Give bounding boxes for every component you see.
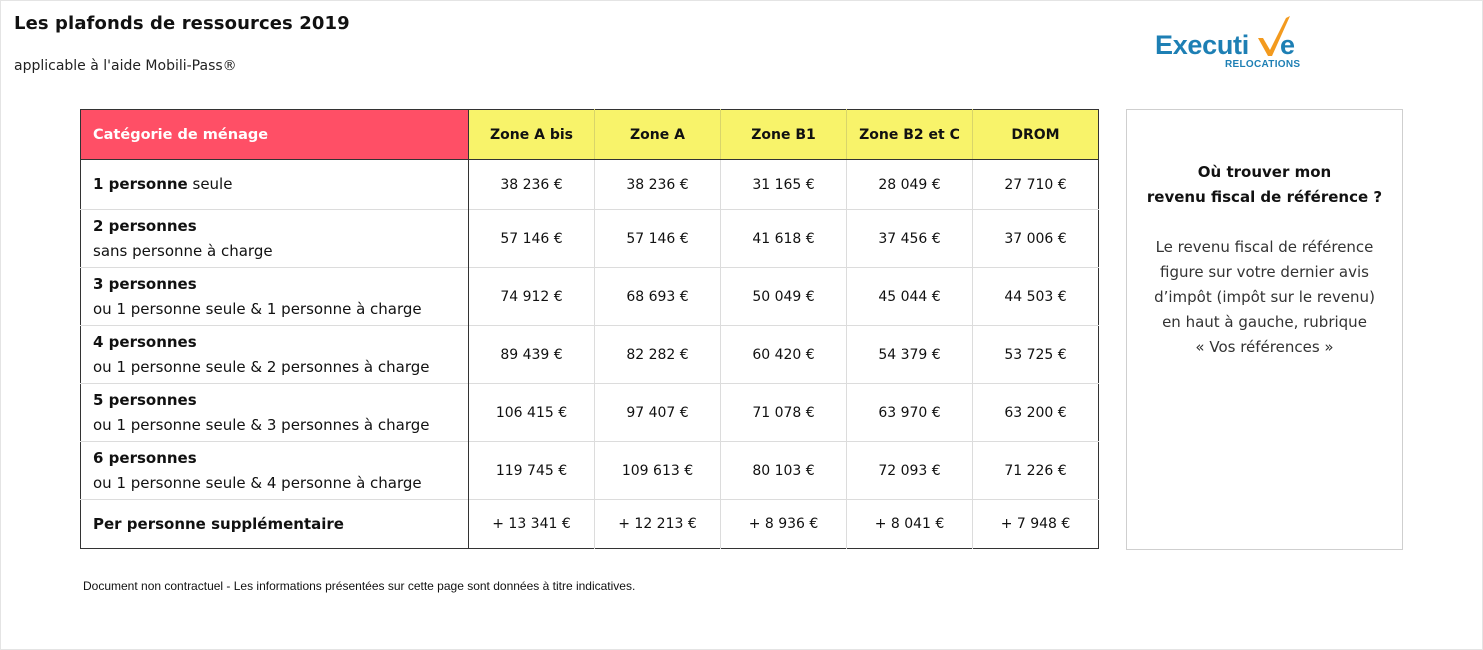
- row-label: [81, 384, 469, 442]
- row-label-main: Per personne supplémentaire: [93, 514, 344, 533]
- row-label-main: 6 personnes: [93, 448, 197, 467]
- logo-tagline: RELOCATIONS: [1225, 59, 1301, 70]
- logo-v-swoosh-icon: [1256, 14, 1296, 58]
- cell-value: + 7 948 €: [973, 500, 1099, 549]
- column-header-zone-a-bis: Zone A bis: [469, 110, 595, 160]
- info-question-line: revenu fiscal de référence ?: [1146, 188, 1383, 206]
- cell-value: + 12 213 €: [595, 500, 721, 549]
- cell-value: 44 503 €: [973, 268, 1099, 326]
- logo-brand-start: Executi: [1155, 30, 1249, 60]
- table-row: [81, 384, 1099, 442]
- row-label-detail: ou 1 personne seule & 4 personne à charge: [93, 473, 422, 492]
- cell-value: 38 236 €: [500, 176, 563, 193]
- column-header-zone-b1: Zone B1: [721, 110, 847, 160]
- info-question-line: Où trouver mon: [1197, 163, 1332, 181]
- table-row: [81, 210, 1099, 268]
- cell-value: 60 420 €: [721, 326, 847, 384]
- table-header-row: [81, 110, 1099, 160]
- row-label-detail: ou 1 personne seule & 2 personnes à charge: [93, 357, 430, 376]
- page-title: Les plafonds de ressources 2019: [14, 13, 350, 34]
- cell-value: 106 415 €: [469, 384, 595, 442]
- cell-value: 37 006 €: [973, 210, 1099, 268]
- table-row: [81, 326, 1099, 384]
- column-header-zone-b2-c: Zone B2 et C: [847, 110, 973, 160]
- cell-value: 80 103 €: [721, 442, 847, 500]
- row-label: [81, 326, 469, 384]
- cell-value: 109 613 €: [595, 442, 721, 500]
- info-answer-line: « Vos références »: [1195, 338, 1334, 356]
- row-label-detail: ou 1 personne seule & 3 personnes à charge: [93, 415, 430, 434]
- table-row: [81, 268, 1099, 326]
- cell-value: 63 200 €: [973, 384, 1099, 442]
- cell-value: 37 456 €: [847, 210, 973, 268]
- row-label: [81, 268, 469, 326]
- column-header-category: Catégorie de ménage: [81, 110, 469, 160]
- cell-value: + 8 041 €: [847, 500, 973, 549]
- table-row: [81, 500, 1099, 549]
- column-header-zone-a: Zone A: [595, 110, 721, 160]
- cell-value: 27 710 €: [973, 160, 1099, 210]
- cell-value: 45 044 €: [847, 268, 973, 326]
- footer-disclaimer: Document non contractuel - Les informations présentées sur cette page sont données à titre indicatives.: [83, 579, 636, 593]
- cell-value: 57 146 €: [469, 210, 595, 268]
- row-label-main: 5 personnes: [93, 390, 197, 409]
- column-header-drom: DROM: [973, 110, 1099, 160]
- cell-value: 53 725 €: [973, 326, 1099, 384]
- row-label: [81, 442, 469, 500]
- info-answer: [1127, 235, 1402, 360]
- row-label-detail: ou 1 personne seule & 1 personne à charge: [93, 299, 422, 318]
- cell-value: 41 618 €: [721, 210, 847, 268]
- row-label-detail: sans personne à charge: [93, 241, 273, 260]
- cell-value: 28 049 €: [847, 160, 973, 210]
- income-ceiling-table: [80, 109, 1099, 549]
- cell-value: 68 693 €: [595, 268, 721, 326]
- reference-income-info-box: [1126, 109, 1403, 550]
- row-label-main: 3 personnes: [93, 274, 197, 293]
- cell-value: 71 226 €: [973, 442, 1099, 500]
- cell-value: + 13 341 €: [469, 500, 595, 549]
- row-label: [81, 210, 469, 268]
- info-answer-line: figure sur votre dernier avis: [1160, 263, 1369, 281]
- cell-value: 54 379 €: [847, 326, 973, 384]
- row-label-suffix: seule: [187, 175, 233, 193]
- cell-value: 97 407 €: [595, 384, 721, 442]
- cell-value: 82 282 €: [595, 326, 721, 384]
- cell-value: 119 745 €: [469, 442, 595, 500]
- cell-value: 72 093 €: [847, 442, 973, 500]
- row-label-main: 2 personnes: [93, 216, 197, 235]
- logo-brand-end: e: [1279, 30, 1295, 60]
- cell-value: 31 165 €: [721, 160, 847, 210]
- page-subtitle: applicable à l'aide Mobili-Pass®: [14, 58, 237, 74]
- cell-value: 38 236 €: [595, 160, 721, 210]
- cell-value: 50 049 €: [721, 268, 847, 326]
- cell-value: 71 078 €: [721, 384, 847, 442]
- info-answer-line: Le revenu fiscal de référence: [1155, 238, 1374, 256]
- table-row: [81, 160, 1099, 210]
- row-label-main: 4 personnes: [93, 332, 197, 351]
- cell-value: + 8 936 €: [721, 500, 847, 549]
- info-answer-line: en haut à gauche, rubrique: [1162, 313, 1367, 331]
- row-label: [81, 500, 469, 549]
- row-label-main: 1 personne: [93, 175, 188, 193]
- info-answer-line: d’impôt (impôt sur le revenu): [1154, 288, 1375, 306]
- row-label: [81, 160, 469, 210]
- table-row: [81, 442, 1099, 500]
- cell-value: 89 439 €: [469, 326, 595, 384]
- cell-value: 74 912 €: [469, 268, 595, 326]
- brand-logo: [1155, 14, 1315, 74]
- cell-value: 63 970 €: [847, 384, 973, 442]
- cell-value: 57 146 €: [595, 210, 721, 268]
- info-question: [1127, 160, 1402, 210]
